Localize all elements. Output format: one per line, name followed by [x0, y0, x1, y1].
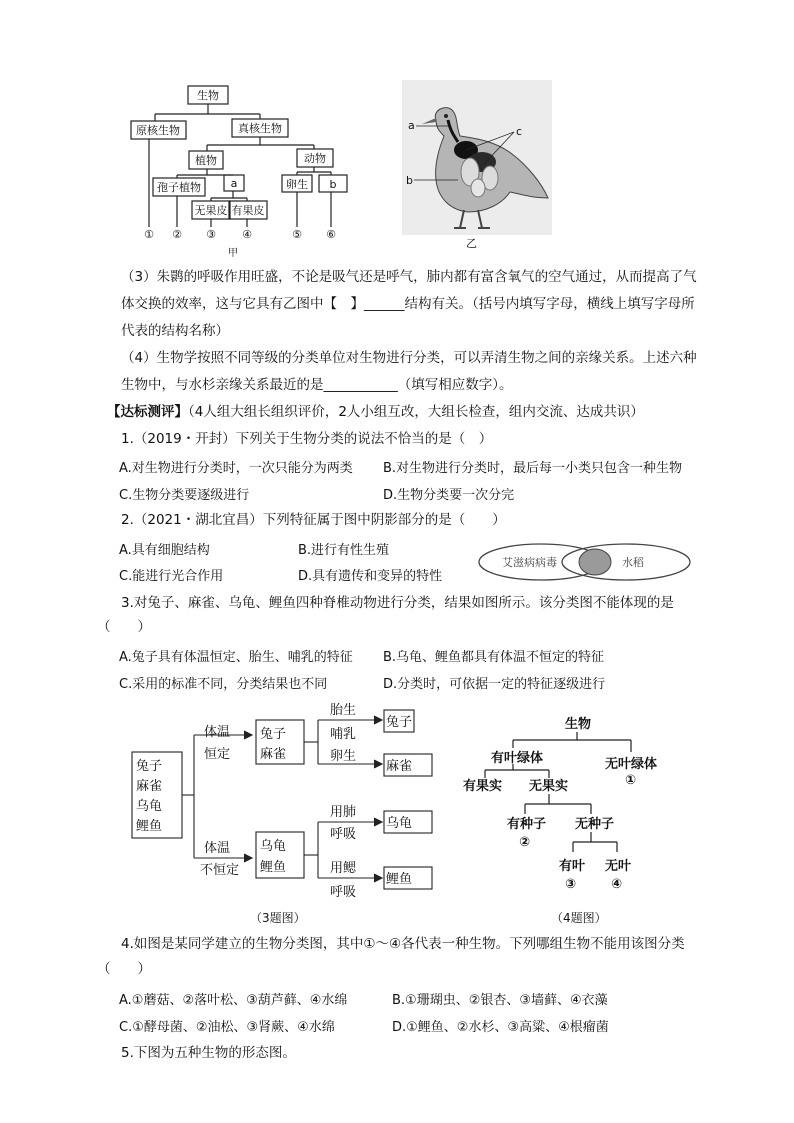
- figure-jia-classification-tree: [125, 80, 350, 260]
- fig4-no-green: 无叶绿体: [605, 757, 658, 772]
- bird-label-a: a: [408, 119, 415, 132]
- figure-jia-caption: 甲: [228, 248, 238, 259]
- bird-label-b: b: [406, 174, 413, 187]
- spore-plant-label: 孢子植物: [157, 181, 201, 194]
- question-4-text: （4）生物学按照不同等级的分类单位对生物进行分类，可以弄清生物之间的亲缘关系。上述六种生物中，与水杉亲缘关系最近的是___________（填写相应数字）。: [121, 350, 697, 393]
- q5-stem: 5.下图为五种生物的形态图。: [121, 1045, 296, 1061]
- leaf-6: ⑥: [326, 228, 336, 241]
- q1-stem: 1.（2019・开封）下列关于生物分类的说法不恰当的是（ ）: [121, 431, 493, 447]
- box-rb-1: 兔子: [260, 727, 287, 742]
- fig4-has-seed: 有种子: [507, 817, 547, 832]
- oviparous-label: 卵生: [286, 178, 308, 191]
- box-b-label: b: [329, 178, 337, 191]
- fig4-has-fruit: 有果实: [463, 779, 503, 794]
- fig4-n4: ④: [611, 877, 623, 892]
- result-carp: 鲤鱼: [386, 872, 413, 887]
- fig4-n2: ②: [519, 835, 531, 850]
- q3-stem: 3.对兔子、麻雀、乌龟、鲤鱼四种脊椎动物进行分类，结果如图所示。该分类图不能体现的是: [121, 595, 674, 611]
- temp-const-1: 体温: [204, 725, 231, 740]
- figure-yi-caption: 乙: [466, 237, 477, 250]
- leaf-5: ⑤: [292, 228, 302, 241]
- question-3-text: （3）朱鹮的呼吸作用旺盛，不论是吸气还是呼气，肺内都有富含氧气的空气通过，从而提高了气体交换的效率，这与它具有乙图中【 】______结构有关。（括号内填写字母，横线上填写字母所代表的结构名称）: [121, 269, 697, 339]
- fig4-no-seed: 无种子: [575, 817, 615, 832]
- q2-option-b[interactable]: B.进行有性生殖: [298, 543, 390, 558]
- no-peel-label: 无果皮: [194, 204, 228, 217]
- leaf-2: ②: [172, 228, 182, 241]
- q4-option-a[interactable]: A.①蘑菇、②落叶松、③葫芦藓、④水绵: [119, 993, 348, 1008]
- result-turtle: 乌龟: [386, 816, 413, 831]
- section-header: [107, 402, 644, 422]
- animal-label: 动物: [304, 152, 326, 165]
- prokaryote-label: 原核生物: [136, 124, 180, 137]
- q3-option-d[interactable]: D.分类时，可依据一定的特征逐级进行: [383, 677, 606, 692]
- section-title: 【达标测评】: [107, 404, 188, 420]
- tree-root-label: 生物: [197, 89, 219, 102]
- viviparous-1: 胎生: [330, 703, 357, 718]
- q3-option-a[interactable]: A.兔子具有体温恒定、胎生、哺乳的特征: [119, 650, 353, 665]
- q1-option-a[interactable]: A.对生物进行分类时，一次只能分为两类: [119, 461, 353, 476]
- section-desc: （4人组大组长组织评价，2人小组互改，大组长检查，组内交流、达成共识）: [188, 404, 644, 420]
- fig4-no-leaf: 无叶: [605, 859, 632, 874]
- all-animal-4: 鲤鱼: [136, 819, 163, 834]
- fig4-root: 生物: [565, 717, 592, 732]
- fig3-caption: （3题图）: [250, 911, 306, 925]
- q3-classification-figure: [128, 700, 440, 928]
- box-tc-1: 乌龟: [260, 839, 287, 854]
- all-animal-1: 兔子: [136, 759, 163, 774]
- q3-option-c[interactable]: C.采用的标准不同，分类结果也不同: [119, 677, 328, 692]
- q2-option-c[interactable]: C.能进行光合作用: [119, 569, 224, 584]
- lung-2: 呼吸: [330, 827, 357, 842]
- fig4-no-fruit: 无果实: [529, 779, 569, 794]
- figure-yi-bird-illustration: [402, 80, 552, 250]
- q2-stem: 2.（2021・湖北宜昌）下列特征属于图中阴影部分的是（ ）: [121, 512, 506, 528]
- has-peel-label: 有果皮: [231, 204, 265, 217]
- q2-option-d[interactable]: D.具有遗传和变异的特性: [298, 569, 443, 584]
- q4-stem: 4.如图是某同学建立的生物分类图，其中①～④各代表一种生物。下列哪组生物不能用该图分类: [121, 936, 685, 952]
- fig4-n1: ①: [625, 773, 637, 788]
- q4-stem-paren: （ ）: [97, 961, 151, 977]
- temp-const-2: 恒定: [204, 747, 231, 762]
- all-animal-3: 乌龟: [136, 799, 163, 814]
- fig4-n3: ③: [565, 877, 577, 892]
- q4-classification-figure: [455, 708, 665, 928]
- leaf-1: ①: [144, 228, 154, 241]
- fig4-caption: （4题图）: [551, 911, 607, 925]
- box-rb-2: 麻雀: [260, 747, 287, 762]
- q2-option-a[interactable]: A.具有细胞结构: [119, 543, 210, 558]
- fig4-has-leaf: 有叶: [559, 859, 586, 874]
- gill-2: 呼吸: [330, 885, 357, 900]
- venn-right-label: 水稻: [622, 556, 644, 569]
- result-rabbit: 兔子: [386, 715, 413, 730]
- q3-stem-paren: （ ）: [97, 619, 151, 635]
- venn-left-label: 艾滋病病毒: [502, 556, 557, 569]
- bird-label-c: c: [516, 125, 523, 138]
- result-sparrow: 麻雀: [386, 759, 413, 774]
- q1-option-c[interactable]: C.生物分类要逐级进行: [119, 488, 250, 503]
- box-a-label: a: [230, 177, 238, 190]
- all-animal-2: 麻雀: [136, 779, 163, 794]
- q4-option-d[interactable]: D.①鲤鱼、②水杉、③高粱、④根瘤菌: [392, 1020, 609, 1035]
- fig4-leafy-green: 有叶绿体: [491, 751, 544, 766]
- temp-var-2: 不恒定: [200, 863, 240, 878]
- plant-label: 植物: [195, 154, 217, 167]
- leaf-3: ③: [206, 228, 216, 241]
- q4-option-b[interactable]: B.①珊瑚虫、②银杏、③墙藓、④衣藻: [392, 993, 608, 1008]
- viviparous-2: 哺乳: [330, 727, 357, 742]
- temp-var-1: 体温: [204, 841, 231, 856]
- q4-option-c[interactable]: C.①酵母菌、②油松、③肾蕨、④水绵: [119, 1020, 335, 1035]
- lung-1: 用肺: [330, 805, 357, 820]
- box-tc-2: 鲤鱼: [260, 860, 287, 875]
- q3-option-b[interactable]: B.乌龟、鲤鱼都具有体温不恒定的特征: [383, 650, 605, 665]
- q1-option-b[interactable]: B.对生物进行分类时，最后每一小类只包含一种生物: [383, 461, 683, 476]
- oviparous-label-3: 卵生: [330, 749, 357, 764]
- eukaryote-label: 真核生物: [238, 122, 282, 135]
- q1-option-d[interactable]: D.生物分类要一次分完: [383, 488, 515, 503]
- leaf-4: ④: [242, 228, 252, 241]
- gill-1: 用鳃: [330, 861, 357, 876]
- q2-venn-diagram: [476, 540, 694, 584]
